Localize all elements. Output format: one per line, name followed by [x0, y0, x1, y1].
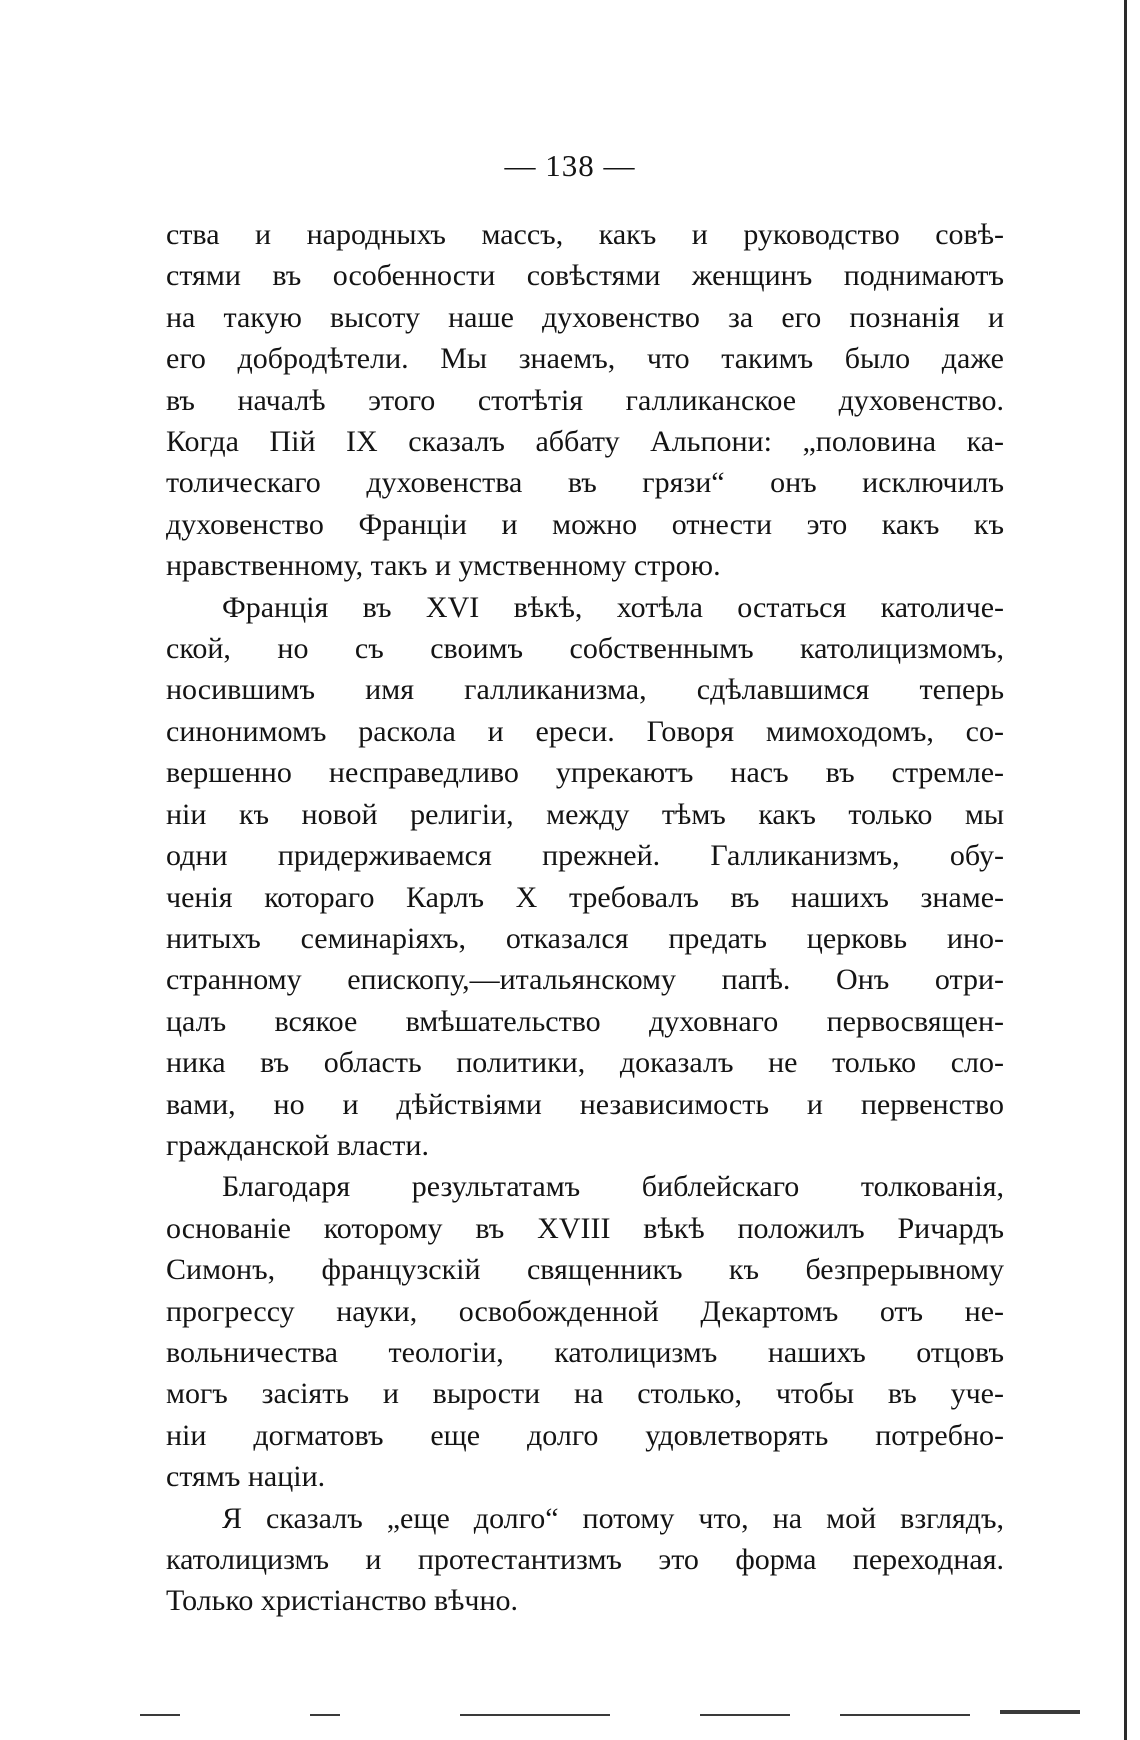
text-line: вами, но и дѣйствіями независимость и первенство: [166, 1087, 1004, 1121]
text-line: ченія котораго Карлъ X требовалъ въ нашихъ знаме-: [166, 880, 1004, 914]
text-line: духовенство Франціи и можно отнести это какъ къ: [166, 507, 1004, 541]
text-line: гражданской власти.: [166, 1128, 429, 1162]
text-line: ства и народныхъ массъ, какъ и руководство совѣ-: [166, 218, 1004, 251]
text-line: нитыхъ семинаріяхъ, отказался предать церковь ино-: [166, 921, 1004, 955]
text-line: его добродѣтели. Мы знаемъ, что такимъ было даже: [166, 342, 1004, 376]
page-number: — 138 —: [504, 148, 636, 183]
text-line: Когда Пій IX сказалъ аббату Альпони: „половина ка-: [166, 425, 1004, 459]
text-line: носившимъ имя галликанизма, сдѣлавшимся теперь: [166, 673, 1004, 707]
text-line: могъ засіять и вырости на столько, чтобы въ уче-: [166, 1377, 1004, 1411]
bottom-scan-marks: [140, 1700, 1100, 1730]
text-line: Я сказалъ „еще долго“ потому что, на мой взглядъ,: [222, 1501, 1004, 1535]
text-line: на такую высоту наше духовенство за его познанія и: [166, 300, 1004, 334]
text-line: нравственному, такъ и умственному строю.: [166, 549, 721, 583]
text-line: ніи къ новой религіи, между тѣмъ какъ только мы: [166, 797, 1004, 831]
paragraph-1: [166, 214, 1004, 587]
page-edge-shadow: [1124, 0, 1127, 1740]
text-line: Благодаря результатамъ библейскаго толкованія,: [222, 1170, 1004, 1204]
paragraph-2: [166, 587, 1004, 1167]
text-line: синонимомъ раскола и ереси. Говоря мимоходомъ, со-: [166, 714, 1004, 748]
text-line: цалъ всякое вмѣшательство духовнаго первосвящен-: [166, 1004, 1004, 1038]
text-line: въ началѣ этого стотѣтія галликанское духовенство.: [166, 383, 1004, 417]
text-line: Франція въ XVI вѣкѣ, хотѣла остаться католиче-: [222, 590, 1004, 624]
text-line: вольничества теологіи, католицизмъ нашихъ отцовъ: [166, 1335, 1004, 1369]
text-line: Симонъ, французскій священникъ къ безпрерывному: [166, 1253, 1004, 1287]
text-line: ніи догматовъ еще долго удовлетворять потребно-: [166, 1418, 1004, 1452]
paragraph-3: [166, 1166, 1004, 1497]
text-line: толическаго духовенства въ грязи“ онъ исключилъ: [166, 466, 1004, 500]
text-line: вершенно несправедливо упрекаютъ насъ въ стремле-: [166, 756, 1004, 790]
text-line: странному епископу,—итальянскому папѣ. Онъ отри-: [166, 963, 1004, 997]
text-line: ника въ область политики, доказалъ не только сло-: [166, 1046, 1004, 1080]
text-line: основаніе которому въ XVIII вѣкѣ положилъ Ричардъ: [166, 1211, 1004, 1245]
text-line: одни придерживаемся прежней. Галликанизмъ, обу-: [166, 839, 1004, 873]
paragraph-4: [166, 1498, 1004, 1622]
text-line: Только христіанство вѣчно.: [166, 1584, 519, 1618]
text-line: стями въ особенности совѣстями женщинъ поднимаютъ: [166, 259, 1004, 293]
text-line: католицизмъ и протестантизмъ это форма переходная.: [166, 1543, 1004, 1576]
text-line: стямъ націи.: [166, 1460, 326, 1494]
body-text: [166, 214, 1004, 1622]
text-line: прогрессу науки, освобожденной Декартомъ отъ не-: [166, 1294, 1004, 1328]
text-line: ской, но съ своимъ собственнымъ католицизмомъ,: [166, 632, 1004, 666]
